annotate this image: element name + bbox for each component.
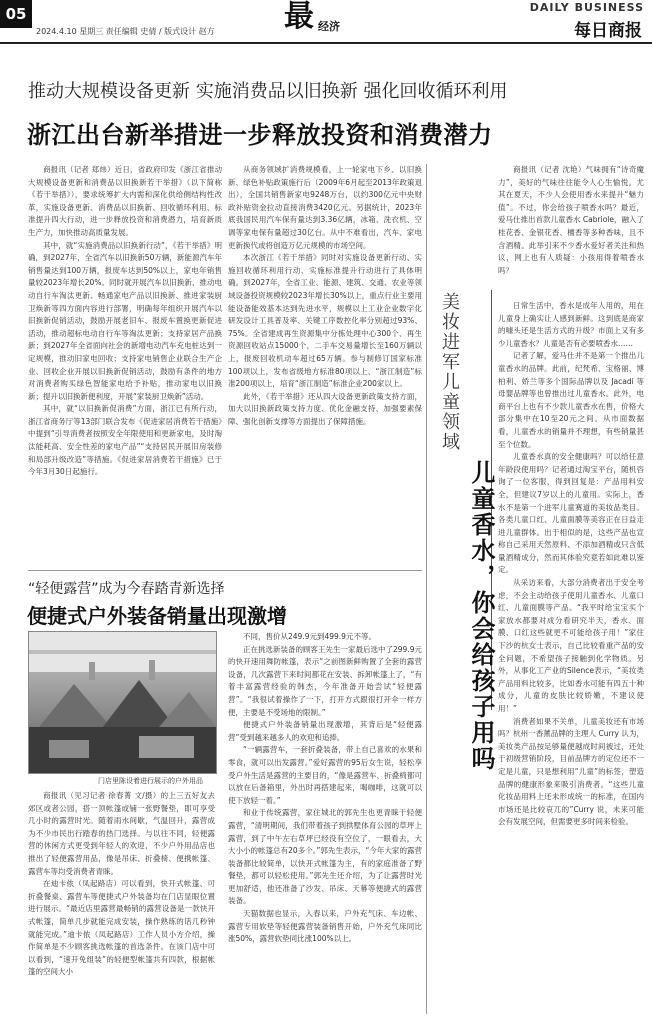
article3-paragraph: 便捷式户外装备销量出现激增，其背后是“轻便露营”受到越来越多人的欢迎和追捧。 [228, 720, 422, 742]
article1-paragraph: 此外，《若干举措》还从四大设备更新政策支持方面，加大以旧换新政策支持力度、优化金融支持、加强要素保障、强化创新支撑等方面提出了保障措施。 [228, 391, 422, 426]
article3-paragraph: 和业于传统露营，家住城北的郭先生也更青睐于轻便露营，“清明期间，我们带着孩子到拱墅体育公园的草坪上露营，到了中午左右草坪已经没有空位了，一眼看去，大大小小的帐篷总有20多个。”郭先生表示，“今年大家的露营装备都比较简单，以快开式帐篷为主，有的家庭准备了野餐垫，都可以轻松使用。”郭先生还介绍，为了让露营时光更加舒适，他还准备了沙发、吊床、天幕等便捷式的露营装备。 [228, 808, 422, 906]
article3-paragraph: 在迪卡侬（凤起路店）可以看到，快开式帐篷、可折叠餐桌、露营车等便捷式户外装备均在门店显眼位置进行展示。“最近店里露营最畅销的露营设备是一款快开式帐篷，简单几步就能完成安装，操作熟练的话几秒钟就能完成。”迪卡侬（凤起路店）工作人员小方介绍，操作简单是不少顾客挑选帐篷的首选条件。在该门店中可以看到，“速开免组装”的轻便型帐篷共有四款，根据帐篷的空间大小 [28, 879, 215, 977]
article3-subtitle: “轻便露营”成为今春踏青新选择 [28, 581, 225, 597]
page-number: 05 [0, 0, 32, 28]
article3-column-1 [28, 790, 215, 1016]
article3-paragraph: 正在挑选新装备的顾客王先生一家最后选中了299.9元的快开速用舞防帐篷，表示“之前图新鲜购置了全套的露营设备，几次露营下来时间都花在安装、拆卸帐篷上了，“有着丰富露营经验的韩杰，今年准备开始尝试“轻便露营”。“我很试着操作了一下，打开方式跟很打开伞一样方便，主要是不受场地的限制。” [228, 644, 422, 717]
article1-paragraph: 其中，就“以旧换新促消费”方面，浙江已有所行动，浙江省商务厅等13部门联合发布《促进家居消费若干措施》中提到“引导消费者按照安全年限使用和更新家电，及时淘汰能耗高、安全性差的家电产品”“支持居民开展旧房装修和局部升级改造”等措施。《促进家居消费若干措施》已于今年3月30日起施行。 [28, 404, 222, 477]
brand-english: DAILY BUSINESS [529, 1, 644, 14]
article1-column-2 [228, 164, 422, 564]
outdoor-gear-store-photo [28, 631, 217, 774]
article1-headline: 浙江出台新举措进一步释放投资和消费潜力 [27, 121, 493, 149]
photo-caption: 门店里陈设着进行展示的户外用品 [98, 777, 203, 785]
article2-paragraph: 日常生活中，香水是成年人用的，用在儿童身上确实让人感到新鲜。这到底是商家的噱头还是生活方式的升级？市面上又有多少儿童香水？儿童是否有必要喷香水…… [498, 301, 644, 348]
article2-column-top [498, 164, 644, 296]
section-name: 经济 [318, 20, 340, 33]
article1-paragraph: 从商务领域扩消费规模看，上一轮家电下乡、以旧换新、绿色补贴政策施行后（2009年6月起至2013年政策退出），全国共销售新家电9248万台，以约300亿元中央财政补贴资金拉动直接消费3420亿元。另据统计，2023年底我国民用汽车保有量达到3.36亿辆，冰箱、洗衣机、空调等家电保有量超过30亿台。从中不难看出，汽车、家电更新换代或将创造万亿元规模的市场空间。 [228, 165, 422, 250]
article2-paragraph: 记者了解，爱马仕并不是第一个推出儿童香水的品牌。此前，纪梵希、宝格丽、博柏利、娇兰等多个国际品牌以及 Jacadi 等母婴品牌等也曾推出过儿童香水。此外，电商平台上也有不少款儿童香水在售，价格大部分集中在10至20元之间。从市面数据看，儿童香水的销量并不理想，有些销量甚至个位数。 [498, 351, 644, 449]
dateline: 2024.4.10 星期三 责任编辑 史倩 / 版式设计 赵方 [36, 27, 215, 36]
article2-paragraph: 消费者如果不关单，儿童美妆还有市场吗？杭州一香薰品牌的主理人 Curry 认为，美妆类产品按足够量便越成时间被过，还处于初级营销阶段，目前品牌方的定位还不一定是儿童，只是想利用“儿童”的标签，塑造品牌的健康形象来吸引消费者。“这些儿童化妆品用料上还未形成统一的标准，在国内市场还是比较哀兀的”Curry 说，未来可能会有发展空间，但需要更多时间来检验。 [498, 716, 644, 827]
article3-paragraph: 天猫数据也显示，入春以来，户外充气床、车边帐、露营专用软垫等轻便露营装备销售开始，户外充气床同比涨50%，露营软垫同比涨100%以上。 [228, 909, 422, 944]
article2-vertical-headline: 儿童香水，你会给孩子用吗 [467, 460, 495, 772]
article3-paragraph: 不同，售价从249.9元到499.9元不等。 [243, 632, 376, 641]
article3-column-2 [228, 631, 422, 1016]
section-divider [28, 570, 422, 571]
article1-column-1 [28, 164, 222, 564]
article2-paragraph: 儿童香水真的安全健康吗？可以给任意年龄段使用吗？记者通过淘宝平台，随机咨询了一位客服，得到回复是：产品用料安全，但建议7岁以上的儿童用。实际上，香水不是第一个进军儿童赛道的美妆品类目。各类儿童口红、儿童面膜等美容正在日益走进儿童群体。出于相似的是，这些产品也宣称自己采用天然原料、不添加酒精或只含低量酒精成分，然而其体验究竟若如此难以鉴定。 [498, 452, 644, 575]
article1-paragraph: 本次浙江《若干举措》同时对实施设备更新行动、实施回收循环利用行动、实施标准提升行动进行了具体明确。到2027年，全省工业、能源、建筑、交通、农业等领域设备投资规模较2023年增长30%以上，重点行业主要用能设备能效基本达到先进水平，规模以上工业企业数字化研发设计工具普及率、关键工序数控化率分别超过93%、75%。全省建成再生资源集中分拣处理中心300个、再生资源回收站点15000个，二手车交易量增长至160万辆以上，报废回收机动车超过65万辆。参与制修订国家标准100项以上，发布省级地方标准80项以上、“浙江制造”标准200项以上，培育“浙江制造”标准企业200家以上。 [228, 253, 422, 389]
photo-illustration [29, 632, 216, 773]
article3-paragraph: “一辆露营车，一套折叠装备，带上自己喜欢的水果和零食，就可以出发露营。”爱好露营的95后女生说，轻松享受户外生活是露营的主要目的，“像是露营车、折叠椅都可以放在后备箱里，外出时再搭建起来，喝咖啡，这就可以使下放轻一着。” [228, 745, 422, 805]
brand-chinese: 每日商报 [574, 21, 642, 41]
section-logo-zui: 最 [284, 0, 314, 34]
article1-subtitle: 推动大规模设备更新 实施消费品以旧换新 强化回收循环利用 [28, 81, 508, 102]
article1-paragraph: 商报讯（记者 郑炜）近日，省政府印发《浙江省推动大规模设备更新和消费品以旧换新若干举措》（以下简称《若干举措》），要求统筹扩大内需和深化供给侧结构性改革，实施设备更新、消费品以旧换新、回收循环利用、标准提升四大行动，进一步释放投资和消费潜力，培育新质生产力，加快推动高质量发展。 [28, 165, 222, 237]
article3-paragraph: 商报讯（见习记者 徐春菁 文/摄）的上三五好友去郊区或者公园，搭一顶帐篷或铺一张野餐垫，即可享受几小时的露营时光。随着雨水间歇，气温回升，露营成为不少市民出行踏春的热门选择。与以往不同，轻便露营的休闲方式更受到年轻人的欢迎，不少户外用品店也推出了轻便露营用品，像是吊床、折叠椅、便携帐篷、露营车等均受消费者青睐。 [28, 791, 215, 876]
article1-paragraph: 其中，就“实施消费品以旧换新行动”，《若干举措》明确，到2027年，全省汽车以旧换新50万辆，新能源汽车年销售量达到100万辆，报废车达到50%以上，家电年销售量较2023年增长20%。同时就开展汽车以旧换新、推动电动自行车淘汰更新、畅通家电产品以旧换新、推进家装厨卫焕新等四方面内容进行部署，明确每年组织开展汽车以旧换新促销活动，鼓励开展老旧车、报废车置换更新促进活动，推动超标电动自行车等淘汰更新；支持家居产品换新；到2027年全省面向社会的新增电动汽车充电桩达到一定规模，推动旧家电回收；支持家电销售企业联合生产企业、回收企业开展以旧换新促销活动，鼓励有条件的地方对消费者购买绿色智能家电给予补贴，推动家电以旧换新；提升以旧换新便利度，开展“家装厨卫焕新”活动。 [28, 240, 222, 401]
article2-column [498, 300, 644, 1014]
article3-headline: 便捷式户外装备销量出现激增 [27, 604, 287, 628]
article2-vertical-subtitle: 美妆进军儿童领域 [439, 292, 460, 452]
article2-paragraph: 从采访来看，大部分消费者出于安全考虑，不会主动给孩子使用儿童香水、儿童口红、儿童面膜等产品。“我平时给宝宝买个家放水都要对成分看研究半天，香水、面膜、口红这些就更不可能给孩子用！”家住下沙的杭女士表示，自己比较看重产品的安全问题，不希望孩子接触到化学物质。另外，从事化工产业的Silence表示，“美妆类产品用料比较多，比如香水可能有四五十种成分，儿童的皮肤比较娇嫩，不建议使用！” [498, 578, 644, 713]
article2-paragraph: 商报讯（记者 沈艳）气味拥有“诗奇魔力”，美好的气味往往能令人心生愉悦。尤其在夏天，不少人会使用香水来提升“魅力值”。不过，你会给孩子喷香水吗？最近，爱马仕推出首款儿童香水 Cabriole，融入了桂花香、金银花香、檀香等多种香味，且不含酒精。此举引来不少香水爱好者关注和热议，网上也有人质疑：小孩用得着喷香水吗？ [498, 165, 644, 275]
header-rule [0, 42, 652, 44]
column-divider [426, 164, 427, 1014]
